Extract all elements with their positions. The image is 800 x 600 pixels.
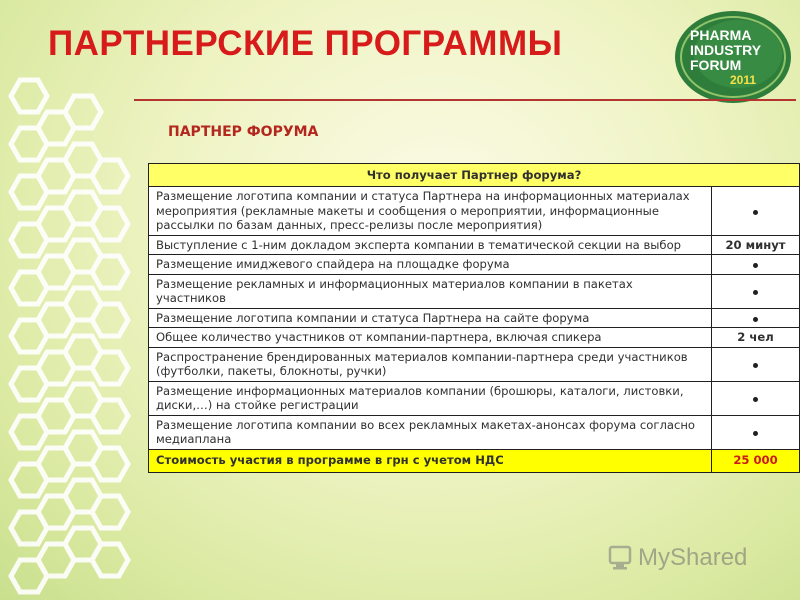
benefit-included-cell [712,415,800,449]
bullet-icon [753,431,758,436]
table-row [149,415,800,449]
bullet-icon [753,317,758,322]
bullet-icon [753,263,758,268]
logo-line-2: INDUSTRY [690,42,762,58]
benefit-included-cell [712,255,800,275]
bullet-icon [753,363,758,368]
benefit-text: Распространение брендированных материалов компании-партнера среди участников (футболки, пакеты, блокноты, ручки) [149,347,712,381]
myshared-watermark [608,538,778,574]
benefit-text: Выступление с 1-ним докладом эксперта компании в тематической секции на выбор [149,235,712,255]
benefit-text: Размещение логотипа компании и статуса Партнера на информационных материалах мероприятия (рекламные макеты и сообщения о мероприятии, информационные рассылки по базам данных, пресс-релизы после мероприятия) [149,187,712,236]
logo-line-1: PHARMA [690,27,752,43]
benefit-included-cell [712,308,800,328]
benefit-text: Размещение логотипа компании и статуса Партнера на сайте форума [149,308,712,328]
benefit-included-cell [712,187,800,236]
bullet-icon [753,290,758,295]
benefit-included-cell [712,347,800,381]
table-header-row [149,164,800,187]
benefit-text: Размещение логотипа компании во всех рекламных макетах-анонсах форума согласно медиаплана [149,415,712,449]
table-row [149,274,800,308]
benefit-included-cell [712,381,800,415]
table-row [149,347,800,381]
logo-line-3: FORUM [690,57,742,73]
slide-title: ПАРТНЕРСКИЕ ПРОГРАММЫ [48,24,563,63]
table-row [149,235,800,255]
logo-year: 2011 [730,73,757,87]
bullet-icon [753,397,758,402]
table-row [149,187,800,236]
bullet-icon [753,210,758,215]
benefit-text: Размещение информационных материалов компании (брошюры, каталоги, листовки, диски,…) на стойке регистрации [149,381,712,415]
price-label: Стоимость участия в программе в грн с учетом НДС [149,449,712,472]
pharma-forum-logo [672,8,794,106]
benefit-text: Размещение имиджевого спайдера на площадке форума [149,255,712,275]
section-subtitle: ПАРТНЕР ФОРУМА [168,124,319,140]
table-row [149,381,800,415]
table-row [149,255,800,275]
table-header: Что получает Партнер форума? [149,164,800,187]
benefit-text: Общее количество участников от компании-партнера, включая спикера [149,328,712,348]
watermark-text: MyShared [638,544,748,571]
table-footer-row [149,449,800,472]
table-row [149,328,800,348]
benefit-text: Размещение рекламных и информационных материалов компании в пакетах участников [149,274,712,308]
honeycomb-decoration [0,70,150,600]
benefit-value: 2 чел [712,328,800,348]
benefit-value: 20 минут [712,235,800,255]
title-divider [134,99,796,101]
table-row [149,308,800,328]
partner-benefits-table [148,163,800,473]
price-value: 25 000 [712,449,800,472]
benefit-included-cell [712,274,800,308]
